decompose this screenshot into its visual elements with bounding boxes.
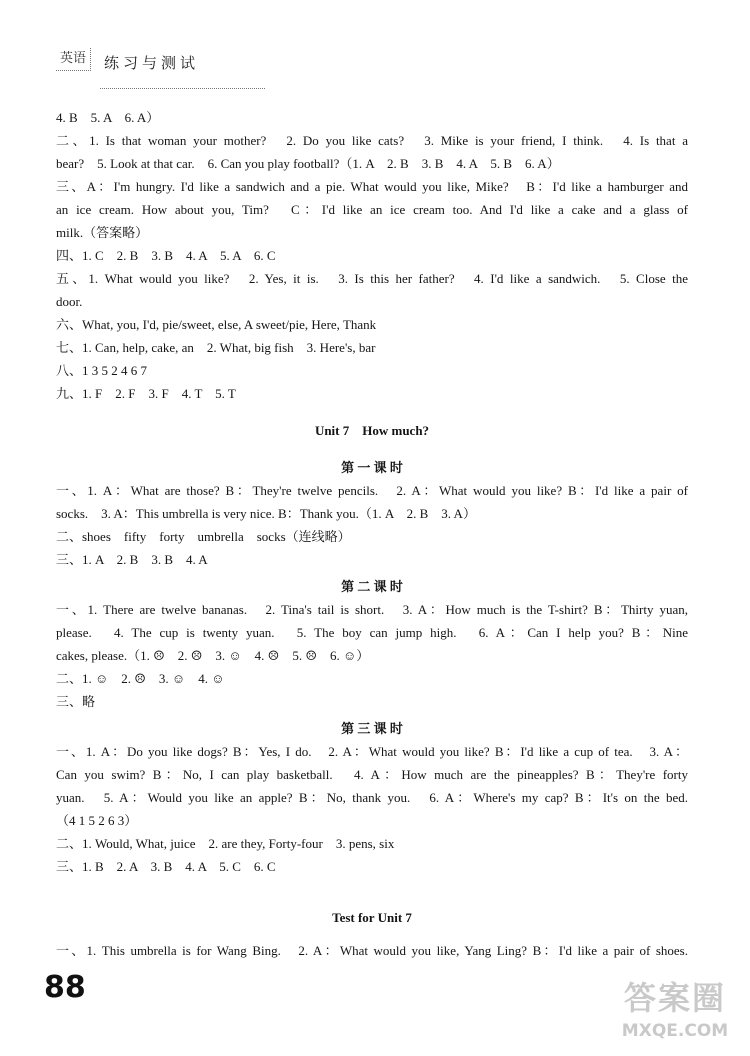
answer-line: 九、1. F 2. F 3. F 4. T 5. T (56, 386, 236, 401)
watermark-domain: MXQE.COM (621, 1021, 729, 1041)
answer-line: 七、1. Can, help, cake, an 2. What, big fish 3. Here's, bar (56, 340, 376, 355)
answer-line: 一、1. A：Do you like dogs? B：Yes, I do. 2. A：What would you like? B：I'd like a cup of tea. 3. A： (56, 744, 688, 759)
answer-line: milk.（答案略） (56, 225, 149, 240)
page-number: 88 (44, 970, 86, 1005)
answer-line: 三、1. B 2. A 3. B 4. A 5. C 6. C (56, 859, 276, 874)
answer-line: 六、What, you, I'd, pie/sweet, else, A sweet/pie, Here, Thank (56, 317, 377, 332)
answer-line: 三、略 (56, 694, 96, 709)
answer-line: please. 4. The cup is twenty yuan. 5. The boy can jump high. 6. A：Can I help you? B：Nine (56, 625, 688, 640)
answer-line: 三、1. A 2. B 3. B 4. A (56, 552, 208, 567)
answer-line: 五、1. What would you like? 2. Yes, it is. 3. Is this her father? 4. I'd like a sandwich. 5. Close the (56, 271, 688, 286)
answer-line: 一、1. This umbrella is for Wang Bing. 2. A：What would you like, Yang Ling? B：I'd like a pair of shoes. (56, 943, 688, 958)
site-watermark (612, 975, 738, 1050)
header-divider (100, 88, 265, 89)
page-header (56, 44, 216, 84)
answer-line: 二、1. ☺ 2. ☹ 3. ☺ 4. ☺ (56, 671, 225, 686)
answer-line: door. (56, 294, 83, 309)
subject-label: 英语 (56, 48, 91, 71)
answer-line: bear? 5. Look at that car. 6. Can you play football?（1. A 2. B 3. B 4. A 5. B 6. A） (56, 156, 560, 171)
answer-line: cakes, please.（1. ☹ 2. ☹ 3. ☺ 4. ☹ 5. ☹ 6. ☺） (56, 648, 370, 663)
watermark-logo-text: 答案圈 (623, 979, 726, 1017)
answer-line: 八、1 3 5 2 4 6 7 (56, 363, 148, 378)
answer-line: 一、1. A：What are those? B：They're twelve pencils. 2. A：What would you like? B：I'd like a pair of (56, 483, 688, 498)
answer-line: 三、A：I'm hungry. I'd like a sandwich and a pie. What would you like, Mike? B：I'd like a hamburger and (56, 179, 688, 194)
answer-line: Can you swim? B：No, I can play basketball. 4. A：How much are the pineapples? B：They're forty (56, 767, 688, 782)
answer-line: 二、shoes fifty forty umbrella socks（连线略） (56, 529, 351, 544)
answer-line: 一、1. There are twelve bananas. 2. Tina's tail is short. 3. A：How much is the T-shirt? B：Thirty yuan, (56, 602, 688, 617)
answer-line: yuan. 5. A：Would you like an apple? B：No, thank you. 6. A：Where's my cap? B：It's on the bed. (56, 790, 688, 805)
answer-line: 4. B 5. A 6. A） (56, 110, 160, 125)
book-title: 练习与测试 (104, 54, 200, 72)
answer-line: 二、1. Is that woman your mother? 2. Do you like cats? 3. Mike is your friend, I think. 4. Is that a (56, 133, 688, 148)
answer-line: 二、1. Would, What, juice 2. are they, Forty-four 3. pens, six (56, 836, 395, 851)
answer-line: socks. 3. A：This umbrella is very nice. B：Thank you.（1. A 2. B 3. A） (56, 506, 476, 521)
lesson-title: 第 一 课 时 (341, 460, 403, 475)
unit-title: Unit 7 How much? (314, 423, 430, 438)
lesson-title: 第 二 课 时 (341, 579, 403, 594)
lesson-title: 第 三 课 时 (341, 721, 403, 736)
answer-line: an ice cream. How about you, Tim? C：I'd like an ice cream too. And I'd like a cake and a glass of (56, 202, 688, 217)
answer-content (56, 106, 688, 962)
answer-line: 四、1. C 2. B 3. B 4. A 5. A 6. C (56, 248, 276, 263)
answer-line: （4 1 5 2 6 3） (56, 813, 138, 828)
test-title: Test for Unit 7 (332, 910, 412, 925)
